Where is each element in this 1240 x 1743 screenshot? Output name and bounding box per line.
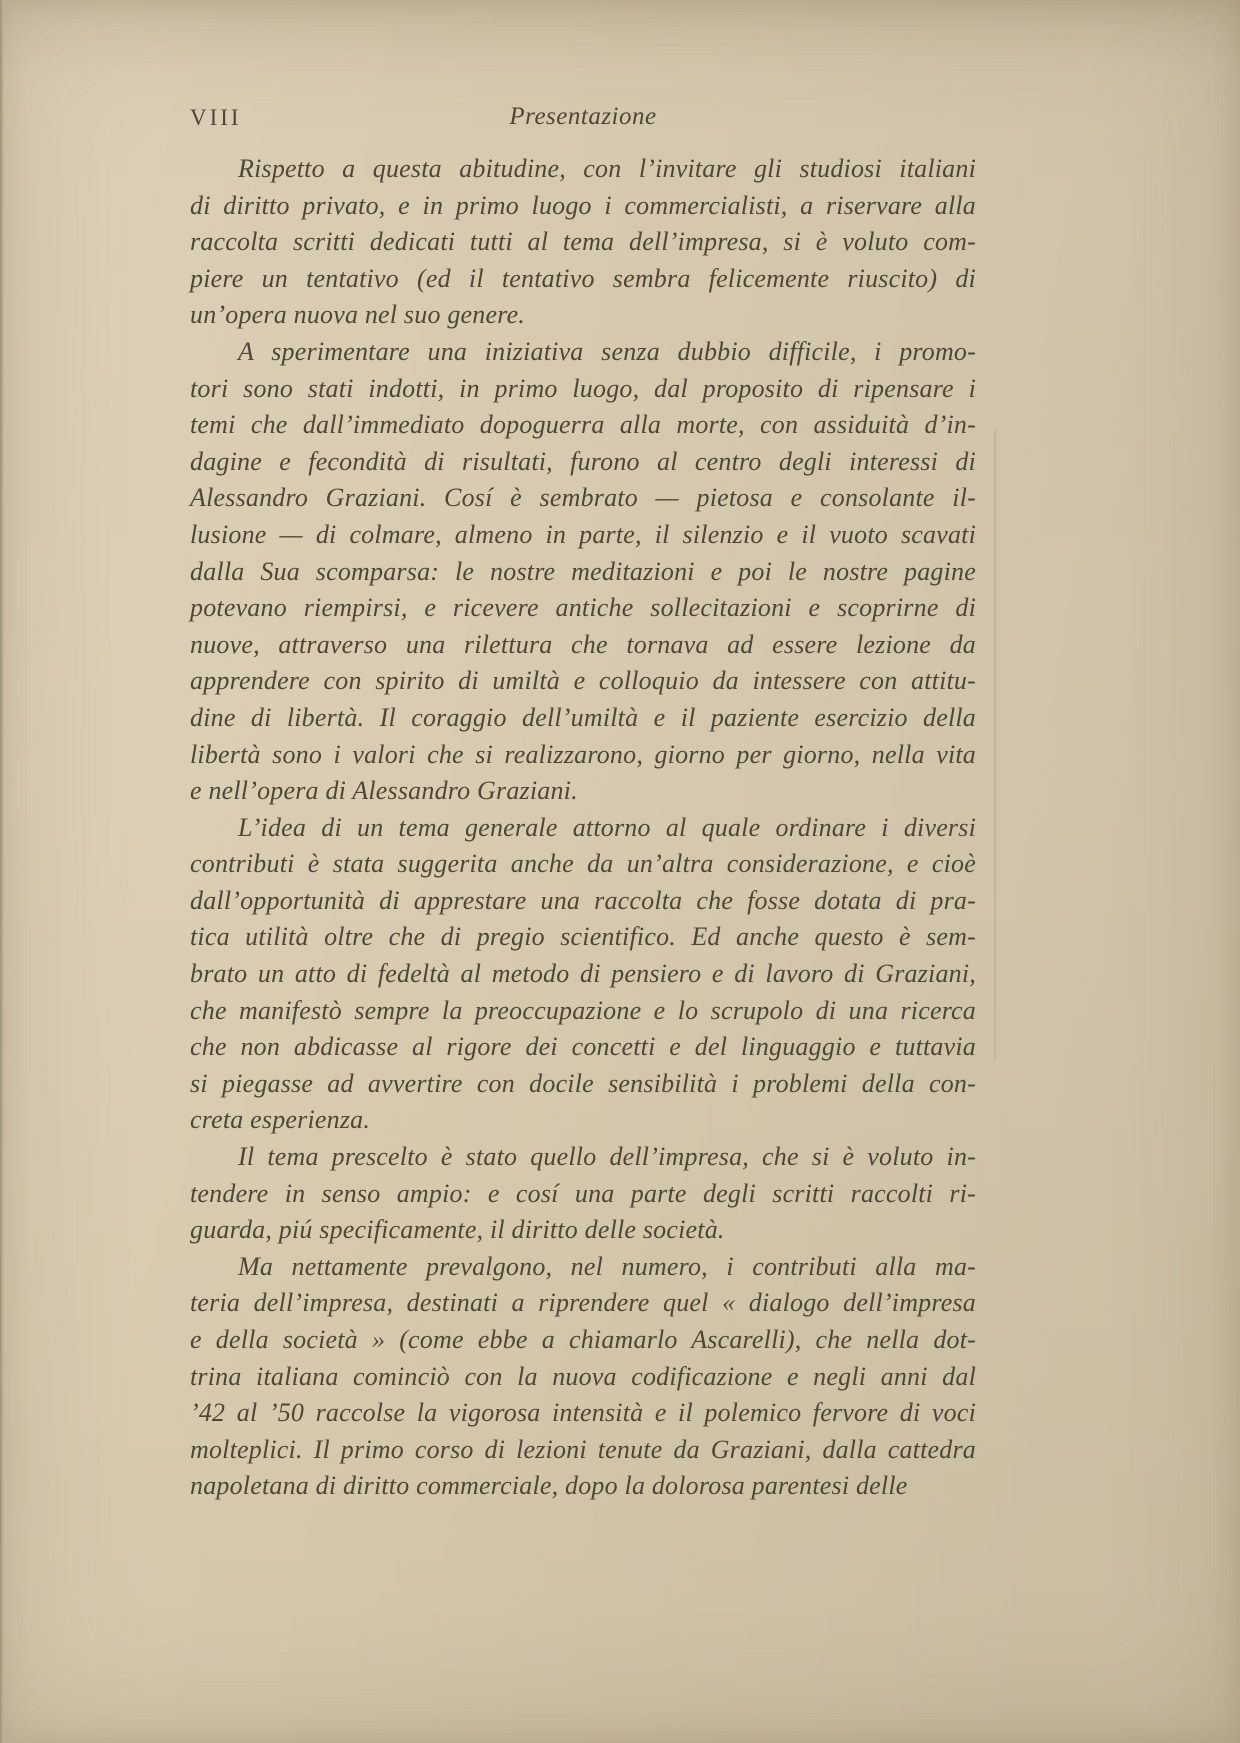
text-line: lusione — di colmare, almeno in parte, il silenzio e il vuoto scavati	[190, 519, 976, 549]
text-line: che manifestò sempre la preoccupazione e lo scrupolo di una ricerca	[190, 995, 976, 1025]
text-line: Rispetto a questa abitudine, con l’invitare gli studiosi italiani	[238, 154, 976, 183]
text-line: si piegasse ad avvertire con docile sensibilità i problemi della con-	[190, 1068, 976, 1098]
text-line: dagine e fecondità di risultati, furono al centro degli interessi di	[190, 446, 976, 476]
text-line: molteplici. Il primo corso di lezioni tenute da Graziani, dalla cattedra	[190, 1434, 976, 1464]
text-line: Il tema prescelto è stato quello dell’impresa, che si è voluto in-	[238, 1142, 976, 1172]
text-line: potevano riempirsi, e ricevere antiche sollecitazioni e scoprirne di	[190, 593, 976, 623]
text-line: temi che dall’immediato dopoguerra alla morte, con assiduità d’in-	[190, 410, 976, 440]
text-line: dalla Sua scomparsa: le nostre meditazioni e poi le nostre pagine	[190, 556, 976, 586]
paragraph	[190, 810, 976, 1139]
running-title: Presentazione	[509, 103, 657, 130]
text-line: piere un tentativo (ed il tentativo sembra felicemente riuscito) di	[190, 263, 976, 293]
text-line: e nell’opera di Alessandro Graziani.	[190, 776, 578, 806]
paragraph	[190, 1249, 976, 1505]
page-number: VIII	[190, 105, 242, 130]
text-line: tori sono stati indotti, in primo luogo, dal proposito di ripensare i	[190, 373, 976, 403]
paragraph	[190, 334, 976, 810]
text-line: raccolta scritti dedicati tutti al tema dell’impresa, si è voluto com-	[190, 227, 976, 257]
text-line: tica utilità oltre che di pregio scientifico. Ed anche questo è sem-	[190, 922, 976, 952]
paper-fold-mark	[994, 430, 996, 1060]
paragraph	[190, 151, 976, 334]
text-line: creta esperienza.	[190, 1105, 371, 1135]
text-line: tendere in senso ampio: e cosí una parte degli scritti raccolti ri-	[190, 1178, 976, 1208]
text-line: napoletana di diritto commerciale, dopo la dolorosa parentesi delle	[190, 1471, 908, 1501]
text-line: A sperimentare una iniziativa senza dubbio difficile, i promo-	[238, 336, 976, 366]
text-line: di diritto privato, e in primo luogo i commercialisti, a riservare alla	[190, 190, 976, 220]
text-line: teria dell’impresa, destinati a riprendere quel « dialogo dell’impresa	[190, 1288, 976, 1318]
text-line: Alessandro Graziani. Cosí è sembrato — pietosa e consolante il-	[190, 483, 976, 513]
text-line: dine di libertà. Il coraggio dell’umiltà e il paziente esercizio della	[190, 702, 976, 732]
page-edge-shadow	[0, 0, 4, 1743]
text-line: brato un atto di fedeltà al metodo di pensiero e di lavoro di Graziani,	[190, 959, 976, 989]
text-line: apprendere con spirito di umiltà e colloquio da intessere con attitu-	[190, 666, 976, 696]
text-line: guarda, piú specificamente, il diritto delle società.	[190, 1215, 725, 1245]
text-line: dall’opportunità di apprestare una raccolta che fosse dotata di pra-	[190, 885, 976, 915]
paragraph	[190, 1139, 976, 1249]
text-line: che non abdicasse al rigore dei concetti e del linguaggio e tuttavia	[190, 1032, 976, 1062]
page-body	[190, 151, 976, 1505]
text-line: Ma nettamente prevalgono, nel numero, i contributi alla ma-	[238, 1251, 976, 1281]
text-line: contributi è stata suggerita anche da un’altra considerazione, e cioè	[190, 849, 976, 879]
text-line: trina italiana cominciò con la nuova codificazione e negli anni dal	[190, 1361, 976, 1391]
text-line: ’42 al ’50 raccolse la vigorosa intensità e il polemico fervore di voci	[190, 1398, 976, 1428]
text-line: un’opera nuova nel suo genere.	[190, 300, 526, 330]
text-line: L’idea di un tema generale attorno al quale ordinare i diversi	[238, 812, 976, 842]
running-header	[190, 103, 976, 133]
text-line: nuove, attraverso una rilettura che tornava ad essere lezione da	[190, 629, 976, 659]
text-line: e della società » (come ebbe a chiamarlo Ascarelli), che nella dot-	[190, 1325, 976, 1354]
text-line: libertà sono i valori che si realizzarono, giorno per giorno, nella vita	[190, 739, 976, 769]
